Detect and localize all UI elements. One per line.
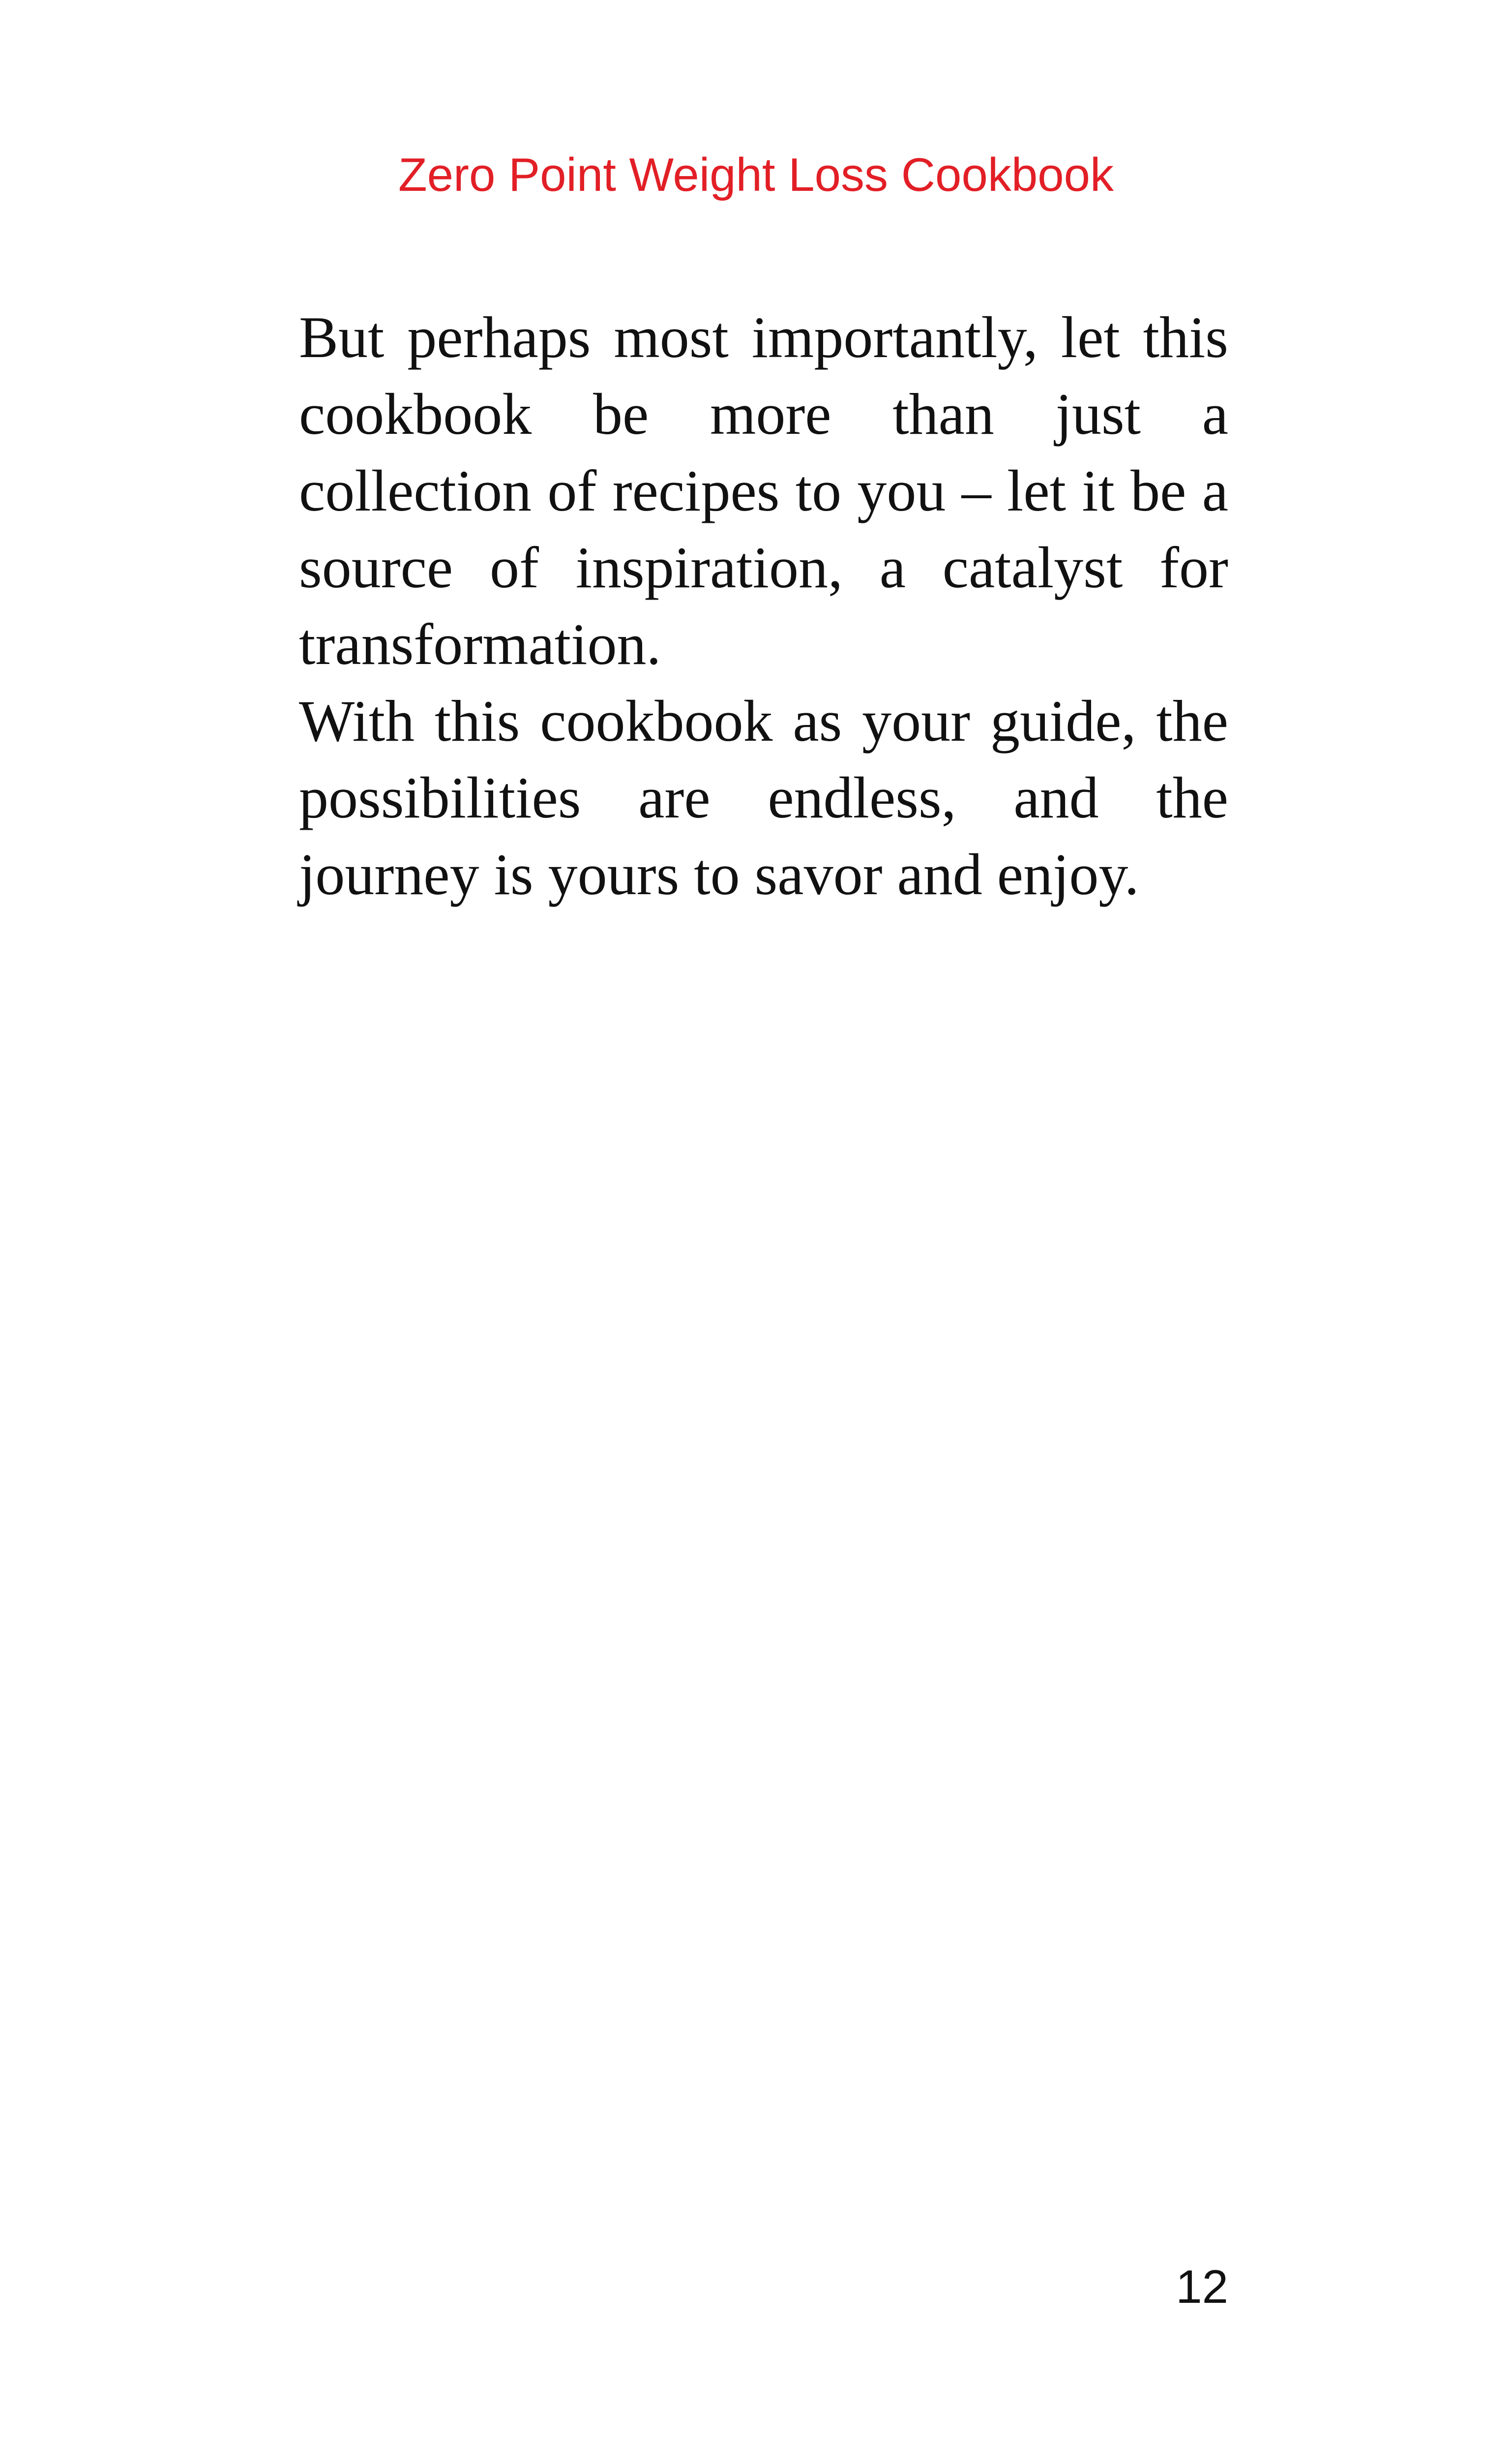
running-header-title: Zero Point Weight Loss Cookbook (398, 149, 1114, 201)
paragraph: With this cookbook as your guide, the possibilities are endless, and the journey is yours to savor and enjoy. (299, 688, 1228, 907)
page-number: 12 (1176, 2261, 1228, 2313)
paragraph: But perhaps most importantly, let this cookbook be more than just a collection of recipes to you – let it be a source of inspiration, a catalyst for transformation. (299, 304, 1228, 677)
body-text (299, 299, 1228, 913)
